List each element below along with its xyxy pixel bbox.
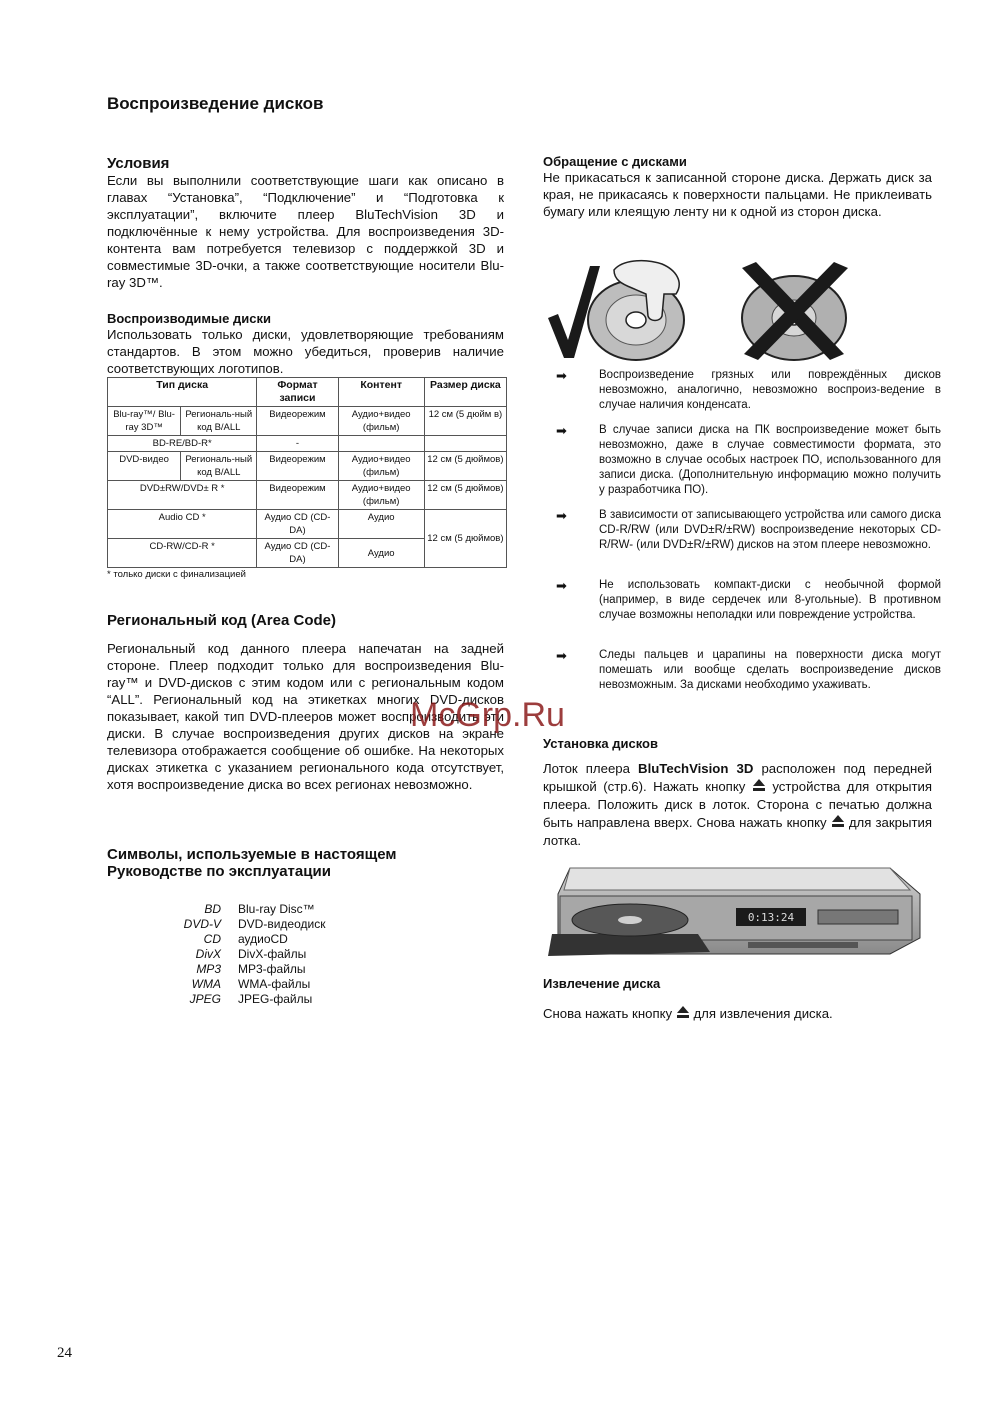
list-item: MP3 MP3-файлы xyxy=(196,962,306,976)
list-item: WMA WMA-файлы xyxy=(191,977,311,991)
cell-format: Видеорежим xyxy=(257,452,338,481)
cell-region: Региональ-ный код B/ALL xyxy=(181,452,257,481)
bullet-text: Не использовать компакт-диски с необычной формой (например, в виде сердечек или 8-угольные). В противном случае возможны неполадки или повреждение устройства. xyxy=(599,579,941,621)
cell-region: Региональ-ный код B/ALL xyxy=(181,407,257,436)
table-row xyxy=(108,510,507,539)
symbols-heading-line-1: Символы, используемые в настоящем xyxy=(107,846,397,863)
page-title: Воспроизведение дисков xyxy=(107,94,324,113)
eject-icon xyxy=(831,814,845,828)
list-item xyxy=(556,423,941,498)
cell-content: Аудио xyxy=(338,539,424,568)
cell-type: CD-RW/CD-R * xyxy=(108,539,257,568)
eject-section xyxy=(543,976,932,1022)
cell-content: Аудио+видео (фильм) xyxy=(338,407,424,436)
list-item xyxy=(556,508,941,553)
cell-size xyxy=(424,436,506,452)
region-heading: Региональный код (Area Code) xyxy=(107,612,336,629)
table-row xyxy=(108,407,507,436)
cell-size: 12 см (5 дюймов) xyxy=(424,481,506,510)
list-item xyxy=(556,368,941,413)
cell-size: 12 см (5 дюйм в) xyxy=(424,407,506,436)
cell-size: 12 см (5 дюймов) xyxy=(424,452,506,481)
list-item xyxy=(556,648,941,693)
list-item: DivX DivX-файлы xyxy=(195,947,307,961)
th-type: Тип диска xyxy=(108,378,257,407)
cell-format: Аудио CD (CD-DA) xyxy=(257,510,338,539)
eject-icon xyxy=(676,1005,690,1019)
cell-content: Аудио+видео (фильм) xyxy=(338,481,424,510)
disc-forbidden-icon xyxy=(742,262,848,360)
symbols-list xyxy=(107,902,407,1007)
conditions-section xyxy=(107,155,504,291)
list-item: JPEG JPEG-файлы xyxy=(189,992,313,1006)
symbols-section xyxy=(107,846,504,880)
eject-icon xyxy=(752,778,766,792)
brand-name: BluTechVision 3D xyxy=(638,761,754,776)
handling-heading: Обращение с дисками xyxy=(543,154,687,169)
cell-format: Аудио CD (CD-DA) xyxy=(257,539,338,568)
page-number: 24 xyxy=(57,1345,72,1361)
table-footnote: * только диски с финализацией xyxy=(107,569,246,580)
table-row xyxy=(108,452,507,481)
cell-content: Аудио+видео (фильм) xyxy=(338,452,424,481)
cell-type: Blu-ray™/ Blu-ray 3D™ xyxy=(108,407,181,436)
handling-text: Не прикасаться к записанной стороне диска. Держать диск за края, не прикасаясь к поверхности пальцами. Не приклеивать бумагу или клеящую ленту ни к одной из сторон диска. xyxy=(543,170,932,219)
arrow-right-icon: ➡ xyxy=(556,648,567,663)
cell-size: 12 см (5 дюймов) xyxy=(424,510,506,568)
install-section xyxy=(543,736,932,850)
eject-heading: Извлечение диска xyxy=(543,976,661,991)
table-header-row xyxy=(108,378,507,407)
cell-type: DVD±RW/DVD± R * xyxy=(108,481,257,510)
bullet-text: Следы пальцев и царапины на поверхности диска могут помешать или вообще сделать воспроизведение дисков невозможным. За дисками необходимо ухаживать. xyxy=(599,649,941,691)
cell-format: Видеорежим xyxy=(257,407,338,436)
th-size: Размер диска xyxy=(424,378,506,407)
cell-format: - xyxy=(257,436,338,452)
list-item: CD аудиоCD xyxy=(203,932,288,946)
playable-text: Использовать только диски, удовлетворяющие требованиям стандартов. В этом можно убедиться, проверив наличие соответствующих логотипов. xyxy=(107,327,504,376)
cell-content xyxy=(338,436,424,452)
th-content: Контент xyxy=(338,378,424,407)
bullet-text: В случае записи диска на ПК воспроизведение может быть невозможно, даже в случае совместимости формата, это возможно в случае особых настроек ПО, использованного для записи диска. (Дополнительную информацию можно получить у разработчика ПО). xyxy=(599,424,941,496)
conditions-heading: Условия xyxy=(107,155,170,172)
disc-handling-illustration xyxy=(544,258,854,364)
playable-heading: Воспроизводимые диски xyxy=(107,311,271,326)
disc-table xyxy=(107,377,507,568)
cell-format: Видеорежим xyxy=(257,481,338,510)
cell-type: BD-RE/BD-R* xyxy=(108,436,257,452)
install-text: Лоток плеера BluTechVision 3D расположен под передней крышкой (стр.6). Нажать кнопку устройства для открытия плеера. Положить диск в лоток. Сторона с печатью должна быть направлена вверх. Снова нажать кнопку для закрытия лотка. xyxy=(543,761,933,848)
bullet-text: Воспроизведение грязных или повреждённых дисков невозможно, аналогично, невозможно воспроиз-ведение в случае наличия конденсата. xyxy=(599,369,941,411)
arrow-right-icon: ➡ xyxy=(556,578,567,593)
region-text: Региональный код данного плеера напечатан на задней стороне. Плеер подходит только для воспроизведения Blu- ray™ и DVD-дисков с этим кодом или с региональным кодом “ALL”. Региональный код на этикетках многих DVD-дисков показывает, какой тип DVD-плееров может воспроизводить эти диски. В случае воспроизведения других дисков на экране телевизора отображается сообщение об ошибке. На некоторых дисках этикетка с указанием регионального кода отсутствует, хотя воспроизведение диска во всех регионах невозможно. xyxy=(107,641,504,792)
disc-held-icon xyxy=(588,261,684,360)
disc-table-block xyxy=(107,377,507,580)
install-heading: Установка дисков xyxy=(543,736,658,751)
list-item: BD Blu-ray Disc™ xyxy=(204,902,315,916)
th-format: Формат записи xyxy=(257,378,338,407)
list-item: DVD-V DVD-видеодиск xyxy=(183,917,326,931)
table-row xyxy=(108,436,507,452)
watermark: McGrp.Ru xyxy=(410,696,565,734)
cell-type: Audio CD * xyxy=(108,510,257,539)
player-illustration xyxy=(548,864,928,958)
arrow-right-icon: ➡ xyxy=(556,368,567,383)
player-display-time: 0:13:24 xyxy=(747,911,795,924)
playable-section xyxy=(107,311,504,377)
bullet-text: В зависимости от записывающего устройства или самого диска CD-R/RW (или DVD±R/±RW) воспроизведение некоторых CD-R/RW- (или DVD±R/±RW) дисков на этом плеере невозможно. xyxy=(599,509,941,551)
cell-type: DVD-видео xyxy=(108,452,181,481)
eject-text: Снова нажать кнопку для извлечения диска. xyxy=(543,1006,833,1021)
list-item xyxy=(556,578,941,623)
arrow-right-icon: ➡ xyxy=(556,508,567,523)
cell-content: Аудио xyxy=(338,510,424,539)
table-row xyxy=(108,481,507,510)
arrow-right-icon: ➡ xyxy=(556,423,567,438)
symbols-heading-line-2: Руководстве по эксплуатации xyxy=(107,863,331,880)
handling-section xyxy=(543,154,932,220)
conditions-text: Если вы выполнили соответствующие шаги как описано в главах “Установка”, “Подключение” и “Подготовка к эксплуатации”, включите плеер BluTechVision 3D и подключённые к нему устройства. Для воспроизведения 3D-контента вам потребуется телевизор с поддержкой 3D и совместимые 3D-очки, а также соответствующие носители Blu-ray 3D™. xyxy=(107,173,504,290)
